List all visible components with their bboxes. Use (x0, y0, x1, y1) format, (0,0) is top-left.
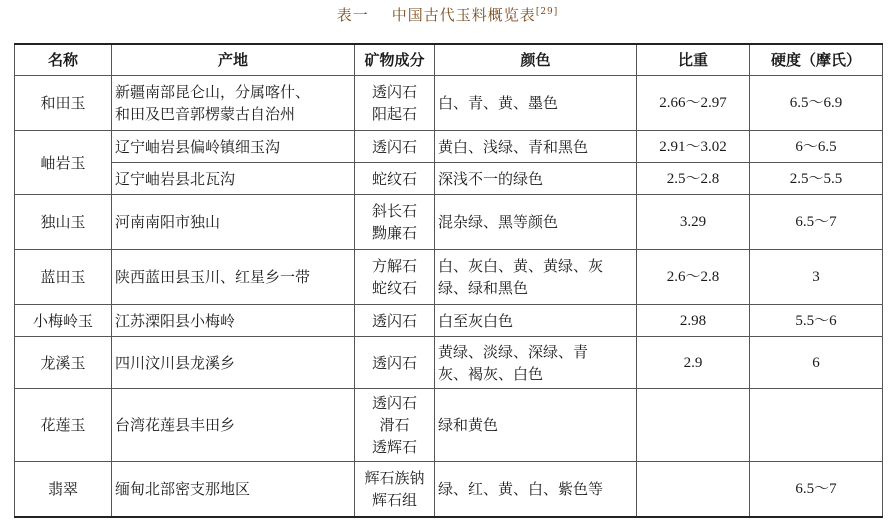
jade-origin: 台湾花莲县丰田乡 (112, 389, 355, 462)
jade-specific-gravity: 2.98 (637, 305, 750, 337)
jade-mineral: 方解石 蛇纹石 (355, 250, 435, 305)
jade-color: 绿、红、黄、白、紫色等 (435, 462, 637, 517)
jade-color: 白至灰白色 (435, 305, 637, 337)
jade-origin: 新疆南部昆仑山，分属喀什、 和田及巴音郭楞蒙古自治州 (112, 76, 355, 131)
header-mineral: 矿物成分 (355, 44, 435, 76)
jade-specific-gravity: 2.9 (637, 337, 750, 389)
table-row (15, 250, 883, 305)
table-row (15, 131, 883, 163)
header-origin: 产地 (112, 44, 355, 76)
jade-origin: 四川汶川县龙溪乡 (112, 337, 355, 389)
table-row (15, 305, 883, 337)
jade-name: 小梅岭玉 (15, 305, 112, 337)
jade-color: 白、灰白、黄、黄绿、灰 绿、绿和黑色 (435, 250, 637, 305)
jade-mineral: 辉石族钠 辉石组 (355, 462, 435, 517)
jade-origin: 陕西蓝田县玉川、红星乡一带 (112, 250, 355, 305)
table-row (15, 163, 883, 195)
jade-hardness: 6～6.5 (750, 131, 883, 163)
caption-label: 表一 (336, 6, 369, 24)
jade-specific-gravity: 3.29 (637, 195, 750, 250)
table-row (15, 195, 883, 250)
jade-color: 黄白、浅绿、青和黑色 (435, 131, 637, 163)
table-row (15, 76, 883, 131)
jade-mineral: 透闪石 (355, 305, 435, 337)
jade-hardness: 5.5～6 (750, 305, 883, 337)
jade-color: 绿和黄色 (435, 389, 637, 462)
jade-specific-gravity: 2.5～2.8 (637, 163, 750, 195)
jade-origin: 江苏溧阳县小梅岭 (112, 305, 355, 337)
jade-name: 岫岩玉 (15, 131, 112, 195)
table-row (15, 389, 883, 462)
jade-color: 白、青、黄、墨色 (435, 76, 637, 131)
jade-origin: 辽宁岫岩县偏岭镇细玉沟 (112, 131, 355, 163)
jade-overview-table (14, 43, 883, 518)
header-specific-gravity: 比重 (637, 44, 750, 76)
jade-specific-gravity (637, 389, 750, 462)
jade-hardness (750, 389, 883, 462)
jade-color: 黄绿、淡绿、深绿、青 灰、褐灰、白色 (435, 337, 637, 389)
header-name: 名称 (15, 44, 112, 76)
jade-color: 深浅不一的绿色 (435, 163, 637, 195)
jade-color: 混杂绿、黑等颜色 (435, 195, 637, 250)
jade-name: 龙溪玉 (15, 337, 112, 389)
jade-mineral: 斜长石 黝廉石 (355, 195, 435, 250)
jade-specific-gravity (637, 462, 750, 517)
jade-specific-gravity: 2.66～2.97 (637, 76, 750, 131)
jade-mineral: 透闪石 (355, 337, 435, 389)
jade-mineral: 蛇纹石 (355, 163, 435, 195)
jade-hardness: 3 (750, 250, 883, 305)
table-row (15, 462, 883, 517)
jade-mineral: 透闪石 (355, 131, 435, 163)
header-color: 颜色 (435, 44, 637, 76)
jade-specific-gravity: 2.91～3.02 (637, 131, 750, 163)
jade-origin: 缅甸北部密支那地区 (112, 462, 355, 517)
jade-origin: 辽宁岫岩县北瓦沟 (112, 163, 355, 195)
caption-reference: [29] (535, 7, 559, 17)
table-row (15, 337, 883, 389)
jade-mineral: 透闪石 阳起石 (355, 76, 435, 131)
caption-title: 中国古代玉料概览表 (391, 6, 536, 24)
jade-name: 翡翠 (15, 462, 112, 517)
jade-name: 蓝田玉 (15, 250, 112, 305)
jade-hardness: 6.5～7 (750, 195, 883, 250)
header-hardness: 硬度（摩氏） (750, 44, 883, 76)
jade-name: 花莲玉 (15, 389, 112, 462)
jade-specific-gravity: 2.6～2.8 (637, 250, 750, 305)
table-caption (0, 4, 895, 25)
jade-name: 和田玉 (15, 76, 112, 131)
table-header-row (15, 44, 883, 76)
jade-hardness: 2.5～5.5 (750, 163, 883, 195)
jade-mineral: 透闪石 滑石 透辉石 (355, 389, 435, 462)
jade-name: 独山玉 (15, 195, 112, 250)
jade-hardness: 6.5～7 (750, 462, 883, 517)
jade-hardness: 6.5～6.9 (750, 76, 883, 131)
jade-origin: 河南南阳市独山 (112, 195, 355, 250)
jade-hardness: 6 (750, 337, 883, 389)
